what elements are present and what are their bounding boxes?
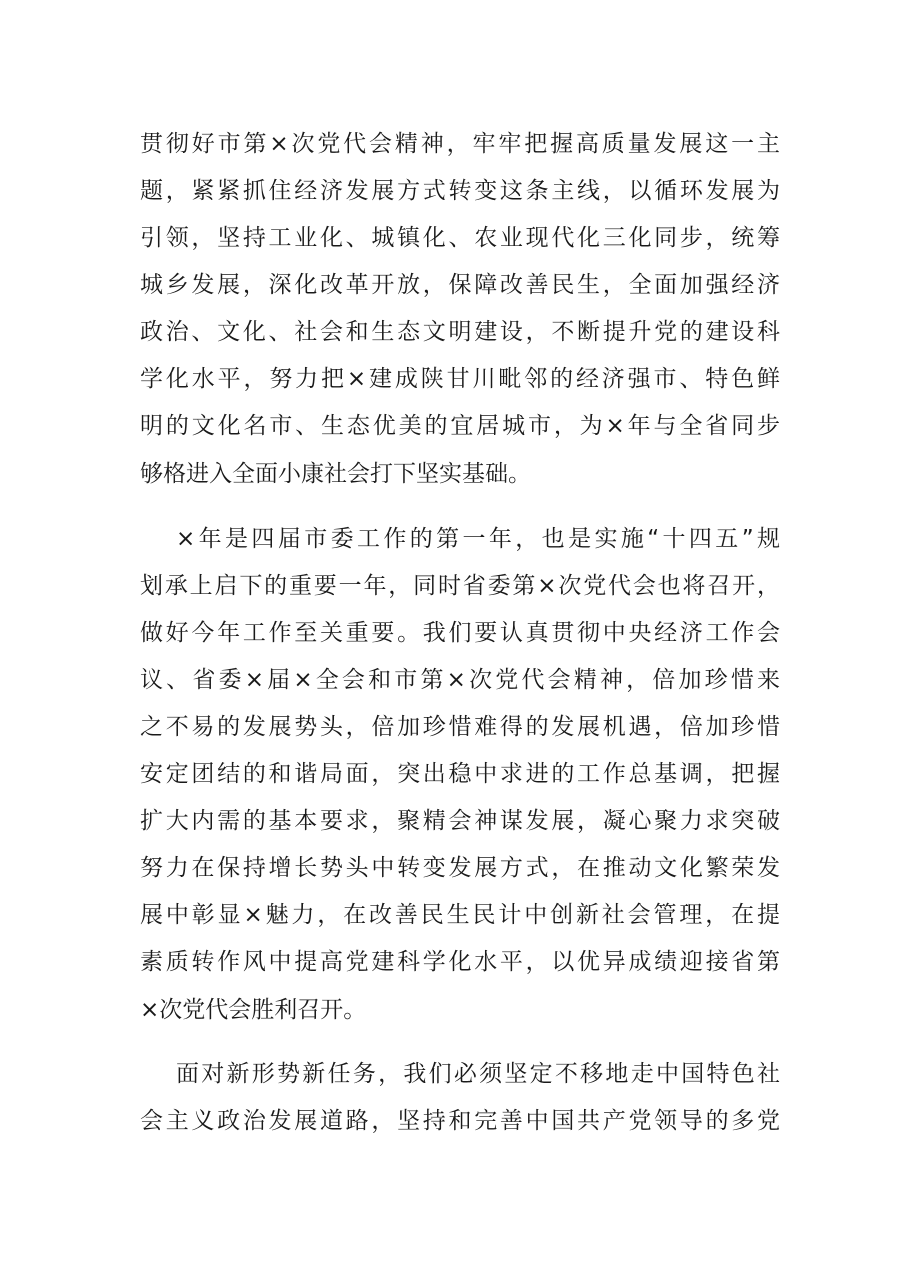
text-line: 题，紧紧抓住经济发展方式转变这条主线，以循环发展为 <box>140 178 780 204</box>
text-line: 扩大内需的基本要求，聚精会神谋发展，凝心聚力求突破 <box>140 808 780 834</box>
text-line: 会主义政治发展道路，坚持和完善中国共产党领导的多党 <box>140 1108 780 1134</box>
text-line: 政治、文化、社会和生态文明建设，不断提升党的建设科 <box>140 319 780 345</box>
text-line: 贯彻好市第×次党代会精神，牢牢把握高质量发展这一主 <box>140 131 780 157</box>
text-line: 努力在保持增长势头中转变发展方式，在推动文化繁荣发 <box>140 855 780 881</box>
text-line: 做好今年工作至关重要。我们要认真贯彻中央经济工作会 <box>140 620 780 646</box>
text-line: ×次党代会胜利召开。 <box>140 997 367 1023</box>
text-line: ×年是四届市委工作的第一年，也是实施“十四五”规 <box>176 526 780 552</box>
text-line: 明的文化名市、生态优美的宜居城市，为×年与全省同步 <box>140 413 780 439</box>
text-line: 素质转作风中提高党建科学化水平，以优异成绩迎接省第 <box>140 949 780 975</box>
text-line: 够格进入全面小康社会打下坚实基础。 <box>140 461 531 487</box>
text-line: 学化水平，努力把×建成陕甘川毗邻的经济强市、特色鲜 <box>140 366 780 392</box>
text-line: 城乡发展，深化改革开放，保障改善民生，全面加强经济 <box>140 272 780 298</box>
text-line: 展中彰显×魅力，在改善民生民计中创新社会管理，在提 <box>140 902 780 928</box>
text-line: 划承上启下的重要一年，同时省委第×次党代会也将召开， <box>140 573 780 599</box>
text-line: 面对新形势新任务，我们必须坚定不移地走中国特色社 <box>176 1061 780 1087</box>
text-line: 安定团结的和谐局面，突出稳中求进的工作总基调，把握 <box>140 761 780 787</box>
text-line: 之不易的发展势头，倍加珍惜难得的发展机遇，倍加珍惜 <box>140 714 780 740</box>
text-line: 引领，坚持工业化、城镇化、农业现代化三化同步，统筹 <box>140 225 780 251</box>
text-line: 议、省委×届×全会和市第×次党代会精神，倍加珍惜来 <box>140 667 780 693</box>
